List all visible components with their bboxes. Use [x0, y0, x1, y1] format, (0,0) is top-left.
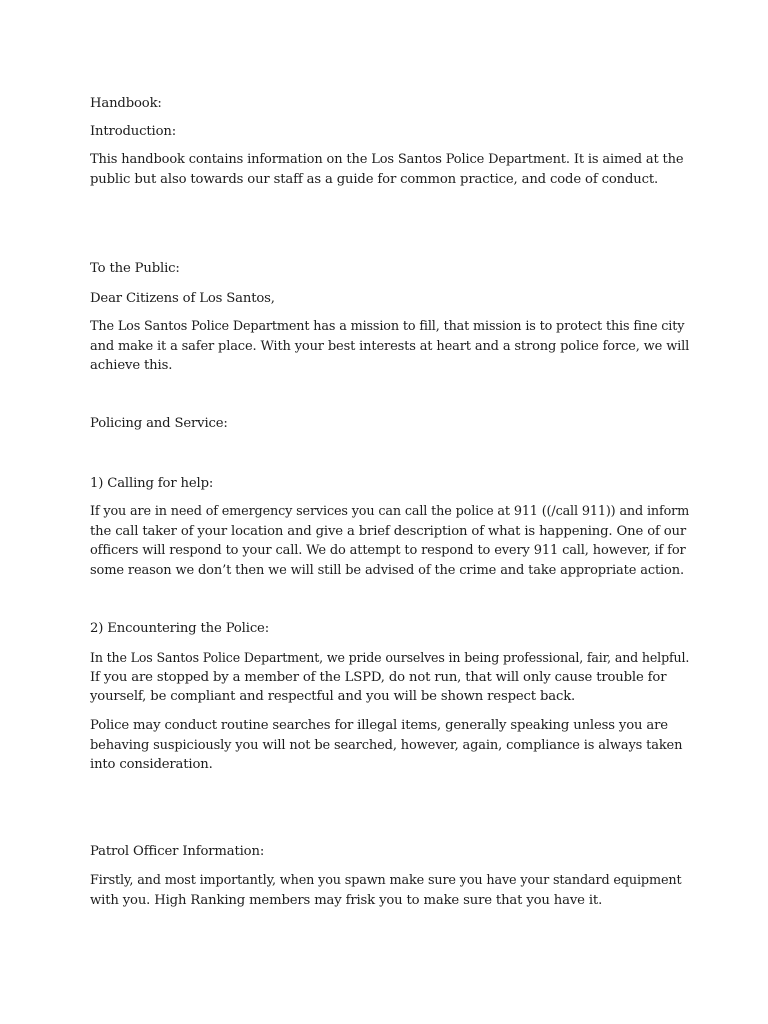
- calling-heading: 1) Calling for help:: [90, 476, 214, 491]
- paragraph-line: yourself, be compliant and respectful and you will be shown respect back.: [90, 689, 576, 705]
- paragraph-line: This handbook contains information on the Los Santos Police Department. It is aimed at the: [90, 152, 684, 167]
- paragraph-line: into consideration.: [90, 757, 213, 773]
- paragraph-line: The Los Santos Police Department has a mission to fill, that mission is to protect this fine city: [90, 319, 685, 334]
- patrol-paragraph: [90, 871, 682, 910]
- searches-paragraph: [90, 716, 683, 775]
- paragraph-line: officers will respond to your call. We do attempt to respond to every 911 call, however, if for: [90, 543, 686, 559]
- paragraph-line: achieve this.: [90, 358, 173, 374]
- paragraph-line: If you are in need of emergency services you can call the police at 911 ((/call 911)) and inform: [90, 504, 690, 519]
- paragraph-line: with you. High Ranking members may frisk you to make sure that you have it.: [90, 892, 603, 908]
- paragraph-line: public but also towards our staff as a guide for common practice, and code of conduct.: [90, 171, 659, 187]
- paragraph-line: Police may conduct routine searches for illegal items, generally speaking unless you are: [90, 718, 668, 733]
- paragraph-line: If you are stopped by a member of the LSPD, do not run, that will only cause trouble for: [90, 669, 667, 685]
- introduction-paragraph: [90, 150, 684, 189]
- policing-heading: Policing and Service:: [90, 416, 228, 431]
- introduction-heading: Introduction:: [90, 124, 177, 139]
- patrol-heading: Patrol Officer Information:: [90, 844, 265, 859]
- public-heading: To the Public:: [90, 261, 180, 276]
- paragraph-line: behaving suspiciously you will not be searched, however, again, compliance is always taken: [90, 737, 683, 753]
- encountering-paragraph: [90, 648, 690, 707]
- handbook-heading: Handbook:: [90, 96, 162, 111]
- paragraph-line: Firstly, and most importantly, when you spawn make sure you have your standard equipment: [90, 873, 682, 888]
- calling-paragraph: [90, 502, 690, 580]
- paragraph-line: some reason we don’t then we will still be advised of the crime and take appropriate action.: [90, 562, 684, 578]
- paragraph-line: In the Los Santos Police Department, we pride ourselves in being professional, fair, and helpful.: [90, 650, 690, 665]
- paragraph-line: and make it a safer place. With your best interests at heart and a strong police force, we will: [90, 338, 690, 354]
- public-paragraph: [90, 317, 690, 376]
- encountering-heading: 2) Encountering the Police:: [90, 621, 269, 636]
- greeting-line: Dear Citizens of Los Santos,: [90, 291, 275, 306]
- paragraph-line: the call taker of your location and give a brief description of what is happening. One of our: [90, 523, 687, 539]
